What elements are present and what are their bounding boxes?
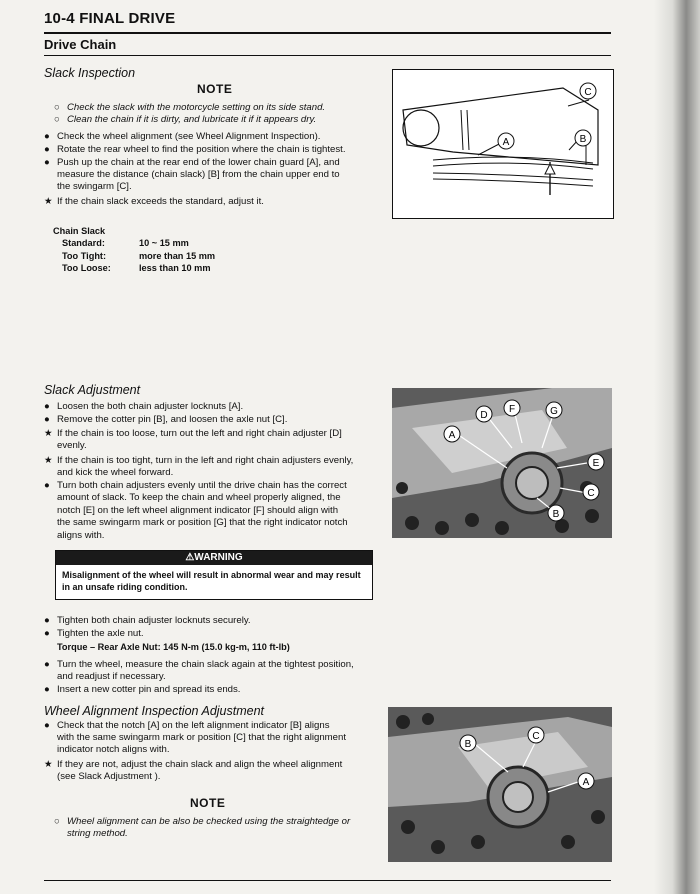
step-line: ● Check the wheel alignment (see Wheel Alignment Inspection). — [44, 131, 321, 142]
figure-label: A — [502, 137, 510, 148]
torque-spec: Torque – Rear Axle Nut: 145 N-m (15.0 kg-m, 110 ft-lb) — [57, 642, 290, 652]
chain-slack-figure — [392, 69, 614, 219]
step-line: and kick the wheel forward. — [57, 467, 174, 478]
spec-value: less than 10 mm — [139, 263, 211, 274]
step-line: ● Tighten both chain adjuster locknuts securely. — [44, 615, 251, 626]
step-line: evenly. — [57, 440, 87, 451]
figure-label: B — [552, 509, 560, 520]
header-rule — [44, 32, 611, 34]
note-line: ○ Wheel alignment can be also be checked using the straightedge or — [54, 816, 351, 827]
note-label-2: NOTE — [190, 796, 226, 810]
step-line: ● Rotate the rear wheel to find the position where the chain is tightest. — [44, 144, 346, 155]
step-line: ★ If the chain is too tight, turn in the left and right chain adjusters evenly, — [44, 455, 354, 466]
spec-label: Standard: — [62, 238, 105, 249]
figure-label: G — [550, 406, 558, 417]
step-line: ● Loosen the both chain adjuster locknuts [A]. — [44, 401, 244, 412]
step-line: indicator notch aligns with. — [57, 744, 170, 755]
warning-text: Misalignment of the wheel will result in abnormal wear and may result in an unsafe riding condition. — [62, 570, 361, 592]
figure-label: A — [582, 777, 590, 788]
chain-slack-spec — [53, 225, 217, 275]
wheel-alignment-photo — [388, 707, 612, 862]
footer-rule — [44, 880, 611, 881]
spec-value: 10 ~ 15 mm — [139, 238, 189, 249]
figure-label: F — [508, 404, 516, 415]
step-line: (see Slack Adjustment ). — [57, 771, 161, 782]
note-label-1: NOTE — [197, 82, 233, 96]
step-line: ● Turn both chain adjusters evenly until the drive chain has the correct — [44, 480, 347, 491]
step-line: notch [E] on the left wheel alignment indicator [F] should align with — [57, 505, 339, 516]
step-line: ● Insert a new cotter pin and spread its ends. — [44, 684, 241, 695]
warning-header: ⚠WARNING — [56, 551, 372, 565]
page-title: 10-4 FINAL DRIVE — [44, 10, 176, 27]
spec-title: Chain Slack — [53, 226, 106, 236]
step-line: amount of slack. To keep the chain and wheel properly aligned, the — [57, 492, 341, 503]
figure-label: C — [587, 488, 595, 499]
warning-box — [55, 550, 373, 600]
step-line: and readjust if necessary. — [57, 671, 166, 682]
step-line: ● Tighten the axle nut. — [44, 628, 144, 639]
figure-label: A — [448, 430, 456, 441]
spec-label: Too Loose: — [62, 263, 111, 274]
slack-adjustment-photo — [392, 388, 612, 538]
figure-label: B — [464, 739, 472, 750]
figure-label: C — [532, 731, 540, 742]
slack-inspection-title: Slack Inspection — [44, 66, 136, 80]
slack-adjustment-title: Slack Adjustment — [44, 383, 141, 397]
step-line: ● Remove the cotter pin [B], and loosen the axle nut [C]. — [44, 414, 288, 425]
step-line: ● Check that the notch [A] on the left alignment indicator [B] aligns — [44, 720, 330, 731]
step-line: the same swingarm mark or position [G] that the right indicator notch — [57, 517, 348, 528]
section-rule — [44, 55, 611, 56]
figure-label: D — [480, 410, 488, 421]
step-line: ● Push up the chain at the rear end of the lower chain guard [A], and — [44, 157, 340, 168]
step-line: aligns with. — [57, 530, 105, 541]
star-line: ★ If the chain slack exceeds the standard, adjust it. — [44, 196, 264, 207]
figure-label: E — [592, 458, 600, 469]
note-line: string method. — [67, 828, 128, 839]
spec-value: more than 15 mm — [139, 250, 216, 261]
step-line: ★ If they are not, adjust the chain slack and align the wheel alignment — [44, 759, 343, 770]
step-line: the swingarm [C]. — [57, 181, 132, 192]
step-line: ★ If the chain is too loose, turn out the left and right chain adjuster [D] — [44, 428, 342, 439]
note-line: ○ Check the slack with the motorcycle setting on its side stand. — [54, 102, 326, 113]
step-line: ● Turn the wheel, measure the chain slack again at the tightest position, — [44, 659, 354, 670]
figure-label: B — [579, 134, 587, 145]
step-line: with the same swingarm mark or position [C] that the right alignment — [57, 732, 347, 743]
page-edge-shadow — [654, 0, 700, 894]
note-line: ○ Clean the chain if it is dirty, and lubricate it if it appears dry. — [54, 114, 317, 125]
wheel-alignment-title: Wheel Alignment Inspection Adjustment — [44, 704, 265, 718]
spec-label: Too Tight: — [62, 250, 107, 261]
section-title: Drive Chain — [44, 37, 117, 52]
step-line: measure the distance (chain slack) [B] from the chain upper end to — [57, 169, 340, 180]
figure-label: C — [584, 87, 592, 98]
